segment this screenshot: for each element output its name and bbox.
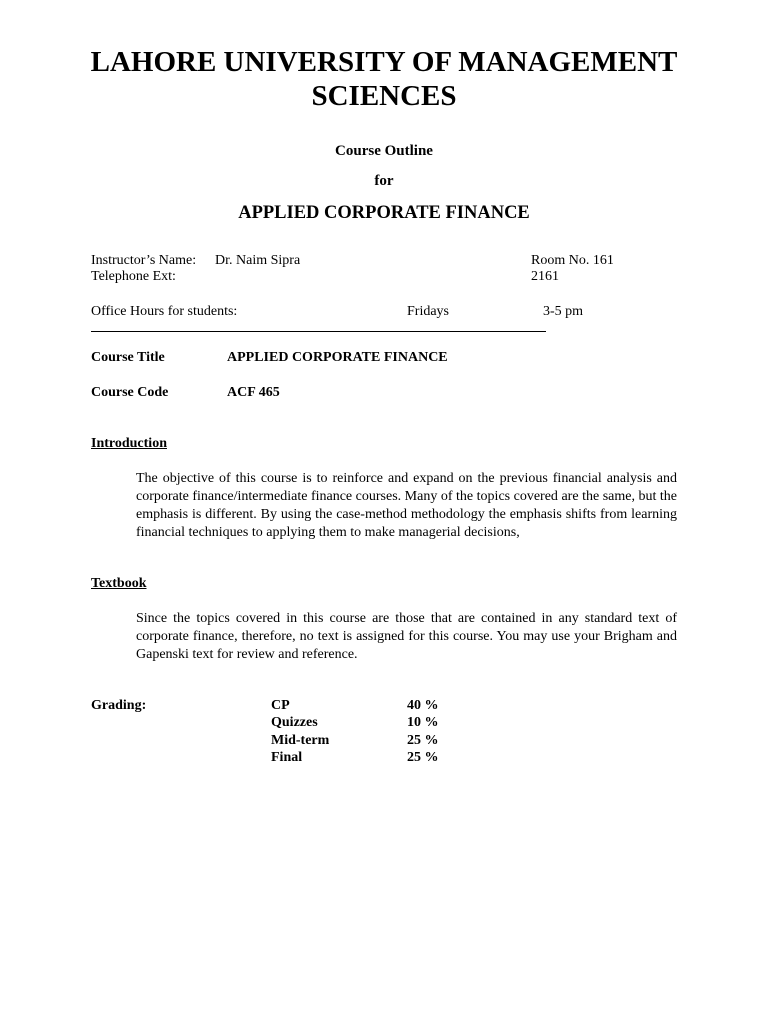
- office-hours-label: Office Hours for students:: [91, 304, 238, 319]
- grading-label: Grading:: [91, 698, 147, 713]
- grading-component: Quizzes: [271, 715, 318, 730]
- course-code-label: Course Code: [91, 385, 169, 400]
- instructor-name-value: Dr. Naim Sipra: [215, 253, 301, 268]
- course-name-heading: APPLIED CORPORATE FINANCE: [238, 203, 530, 223]
- introduction-text: The objective of this course is to reinforce and expand on the previous financial analysis and corporate finance/intermediate finance courses. Many of the topics covered are the same, but the emphasis is different. By using the case-method methodology the emphasis shifts from learning financial techniques to applying them to make managerial decisions,: [136, 471, 677, 540]
- room-number: Room No. 161: [531, 253, 614, 268]
- textbook-heading: Textbook: [91, 576, 147, 591]
- grading-component: CP: [271, 698, 290, 713]
- grading-weight: 25 %: [407, 750, 439, 765]
- introduction-heading: Introduction: [91, 436, 167, 451]
- separator-rule: [91, 331, 546, 332]
- course-title-label: Course Title: [91, 350, 165, 365]
- telephone-value: 2161: [531, 269, 559, 284]
- telephone-label: Telephone Ext:: [91, 269, 176, 284]
- document-type: Course Outline: [335, 143, 433, 159]
- grading-weight: 25 %: [407, 733, 439, 748]
- university-name-line2: SCIENCES: [311, 80, 457, 112]
- connector-word: for: [374, 173, 394, 189]
- office-hours-day: Fridays: [407, 304, 449, 319]
- grading-weight: 40 %: [407, 698, 439, 713]
- instructor-name-label: Instructor’s Name:: [91, 253, 197, 268]
- course-code-value: ACF 465: [227, 385, 280, 400]
- textbook-text: Since the topics covered in this course are those that are contained in any standard text of corporate finance, therefore, no text is assigned for this course. You may use your Brigham and Gapenski text for review and reference.: [136, 611, 677, 662]
- grading-weight: 10 %: [407, 715, 439, 730]
- course-title-value: APPLIED CORPORATE FINANCE: [227, 350, 448, 365]
- grading-component: Final: [271, 750, 303, 765]
- university-name-line1: LAHORE UNIVERSITY OF MANAGEMENT: [90, 46, 678, 78]
- office-hours-time: 3-5 pm: [543, 304, 584, 319]
- grading-component: Mid-term: [271, 733, 330, 748]
